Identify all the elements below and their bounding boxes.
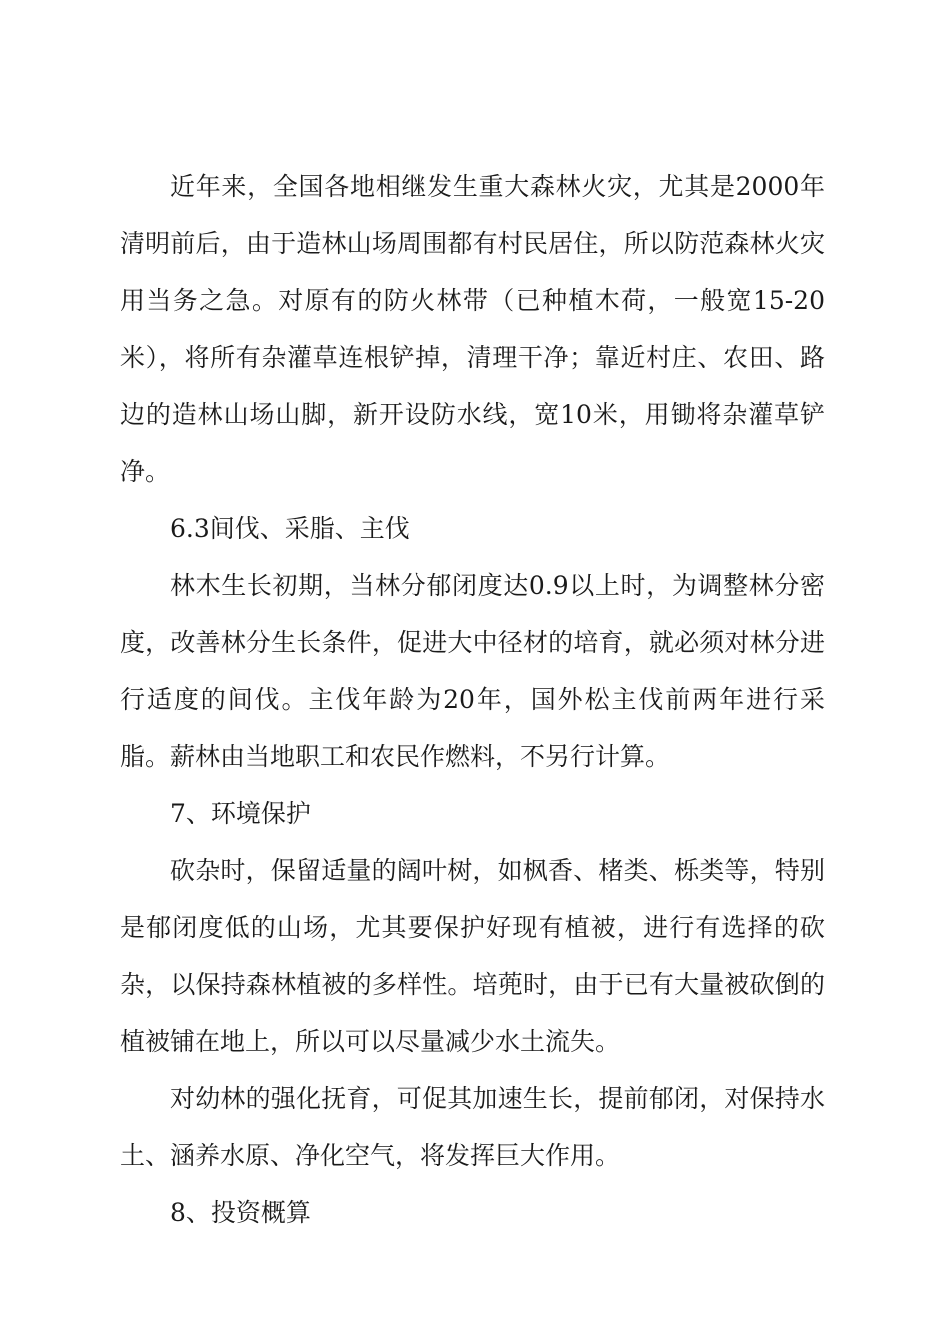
paragraph-thinning: 林木生长初期，当林分郁闭度达0.9以上时，为调整林分密度，改善林分生长条件，促进大中径材的培育，就必须对林分进行适度的间伐。主伐年龄为20年，国外松主伐前两年进行采脂。薪林由当地职工和农民作燃料，不另行计算。 bbox=[120, 571, 825, 771]
paragraph-fire-prevention: 近年来，全国各地相继发生重大森林火灾，尤其是2000年清明前后，由于造林山场周围都有村民居住，所以防范森林火灾用当务之急。对原有的防火林带（已种植木荷，一般宽15-20米），将所有杂灌草连根铲掉，清理干净；靠近村庄、农田、路边的造林山场山脚，新开设防水线，宽10米，用锄将杂灌草铲净。 bbox=[120, 172, 825, 486]
section-heading-8: 8、投资概算 bbox=[170, 1198, 311, 1227]
document-body bbox=[120, 158, 825, 1241]
paragraph-tending: 对幼林的强化抚育，可促其加速生长，提前郁闭，对保持水土、涵养水原、净化空气，将发挥巨大作用。 bbox=[120, 1084, 825, 1170]
paragraph-clearing: 砍杂时，保留适量的阔叶树，如枫香、楮类、栎类等，特别是郁闭度低的山场，尤其要保护好现有植被，进行有选择的砍杂，以保持森林植被的多样性。培蔸时，由于已有大量被砍倒的植被铺在地上，所以可以尽量减少水土流失。 bbox=[120, 856, 825, 1056]
section-heading-7: 7、环境保护 bbox=[170, 799, 311, 828]
section-heading-6-3: 6.3间伐、采脂、主伐 bbox=[170, 514, 410, 543]
